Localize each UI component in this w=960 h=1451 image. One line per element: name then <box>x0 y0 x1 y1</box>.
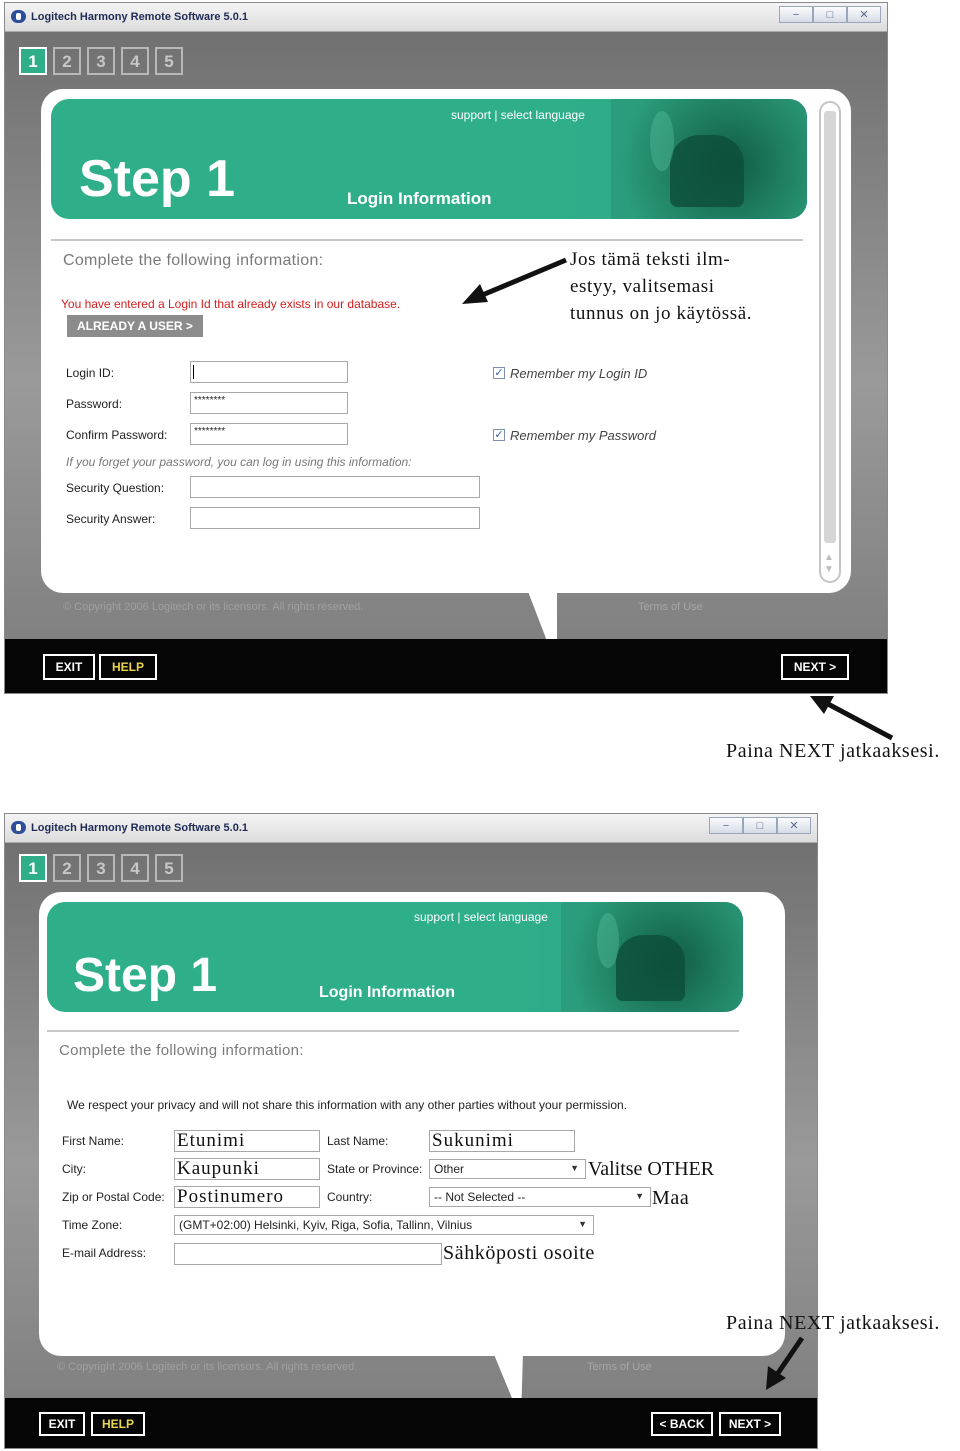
close-button[interactable]: ✕ <box>847 6 881 23</box>
step-5: 5 <box>155 854 183 882</box>
security-question-label: Security Question: <box>66 481 165 495</box>
content-card <box>41 89 851 593</box>
form-heading: Complete the following information: <box>59 1042 304 1059</box>
help-button[interactable]: HELP <box>99 654 157 680</box>
chevron-down-icon: ▼ <box>570 1163 579 1173</box>
annotation-press-next-1: Paina NEXT jatkaaksesi. <box>726 740 940 762</box>
annotation-arrow-next-1 <box>806 694 896 742</box>
timezone-select[interactable] <box>174 1215 594 1235</box>
form-heading: Complete the following information: <box>63 252 324 269</box>
first-name-input[interactable]: Etunimi <box>174 1130 320 1152</box>
annotation-press-next-2: Paina NEXT jatkaaksesi. <box>726 1312 940 1334</box>
chevron-down-icon: ▼ <box>578 1219 587 1229</box>
remember-password-label: Remember my Password <box>510 428 656 443</box>
window-title: Logitech Harmony Remote Software 5.0.1 <box>31 822 248 834</box>
confirm-password-label: Confirm Password: <box>66 428 168 442</box>
step-4: 4 <box>121 47 149 75</box>
step-title: Step 1 <box>79 150 236 208</box>
app-window-2 <box>4 813 818 1449</box>
step-2: 2 <box>53 854 81 882</box>
password-label: Password: <box>66 397 123 411</box>
state-select[interactable] <box>429 1159 586 1179</box>
state-label: State or Province: <box>327 1162 423 1176</box>
step-subtitle: Login Information <box>319 984 455 1001</box>
country-label: Country: <box>327 1190 373 1204</box>
step-1: 1 <box>19 854 47 882</box>
step-4: 4 <box>121 854 149 882</box>
annotation-email: Sähköposti osoite <box>443 1242 595 1264</box>
divider <box>51 239 803 241</box>
email-input[interactable] <box>174 1243 442 1265</box>
annotation-line-3: tunnus on jo käytössä. <box>570 303 753 324</box>
security-question-input[interactable] <box>190 476 480 498</box>
maximize-button[interactable]: □ <box>813 6 847 23</box>
security-answer-label: Security Answer: <box>66 512 156 526</box>
password-input[interactable]: ******** <box>190 392 348 414</box>
scroll-up-icon[interactable]: ▲ <box>824 552 834 563</box>
title-bar <box>5 3 887 32</box>
step-indicator <box>19 854 183 882</box>
annotation-error-explanation <box>570 246 752 327</box>
window-title: Logitech Harmony Remote Software 5.0.1 <box>31 11 248 23</box>
annotation-line-2: estyy, valitsemasi <box>570 276 715 297</box>
already-user-button[interactable]: ALREADY A USER > <box>67 315 203 337</box>
confirm-password-input[interactable]: ******** <box>190 423 348 445</box>
annotation-select-other: Valitse OTHER <box>588 1158 715 1180</box>
banner-photo <box>611 99 807 219</box>
step-3: 3 <box>87 854 115 882</box>
scrollbar[interactable] <box>819 101 841 583</box>
step-1: 1 <box>19 47 47 75</box>
login-id-label: Login ID: <box>66 366 115 380</box>
divider <box>47 1030 739 1032</box>
minimize-button[interactable]: − <box>709 817 743 834</box>
support-language-links[interactable]: support | select language <box>414 910 548 924</box>
title-bar <box>5 814 817 843</box>
zip-input[interactable]: Postinumero <box>174 1186 320 1208</box>
state-select-value: Other <box>434 1162 465 1176</box>
chevron-down-icon: ▼ <box>635 1191 644 1201</box>
timezone-select-value: (GMT+02:00) Helsinki, Kyiv, Riga, Sofia, Tallinn, Vilnius <box>179 1218 473 1232</box>
support-language-links[interactable]: support | select language <box>451 108 585 122</box>
step-title: Step 1 <box>73 949 218 1002</box>
copyright-text: © Copyright 2006 Logitech or its licensors. All rights reserved. <box>63 601 364 613</box>
zip-label: Zip or Postal Code: <box>62 1190 165 1204</box>
copyright-text: © Copyright 2006 Logitech or its licensors. All rights reserved. <box>57 1361 358 1373</box>
terms-of-use-link[interactable]: Terms of Use <box>638 601 703 613</box>
city-input[interactable]: Kaupunki <box>174 1158 320 1180</box>
step-banner <box>51 99 807 219</box>
scroll-down-icon[interactable]: ▼ <box>824 564 834 575</box>
content-card <box>39 892 785 1356</box>
bottom-bar <box>5 1398 817 1449</box>
email-label: E-mail Address: <box>62 1246 147 1260</box>
remember-login-checkbox[interactable]: ✓ <box>494 367 504 379</box>
remember-login-label: Remember my Login ID <box>510 366 648 381</box>
privacy-notice: We respect your privacy and will not share this information with any other parties without your permission. <box>67 1098 628 1112</box>
step-3: 3 <box>87 47 115 75</box>
app-window-1 <box>4 2 888 694</box>
next-button[interactable]: NEXT > <box>781 654 849 680</box>
last-name-label: Last Name: <box>327 1134 389 1148</box>
back-button[interactable]: < BACK <box>651 1412 713 1436</box>
step-banner <box>47 902 743 1012</box>
scroll-thumb[interactable] <box>824 111 836 543</box>
remember-password-checkbox[interactable]: ✓ <box>494 429 504 441</box>
annotation-arrow-error <box>458 254 570 310</box>
close-button[interactable]: ✕ <box>777 817 811 834</box>
country-select[interactable] <box>429 1187 651 1207</box>
country-select-value: -- Not Selected -- <box>434 1190 526 1204</box>
banner-photo <box>561 902 743 1012</box>
exit-button[interactable]: EXIT <box>43 654 95 680</box>
minimize-button[interactable]: − <box>779 6 813 23</box>
maximize-button[interactable]: □ <box>743 817 777 834</box>
step-subtitle: Login Information <box>347 189 492 208</box>
terms-of-use-link[interactable]: Terms of Use <box>587 1361 652 1373</box>
city-label: City: <box>62 1162 86 1176</box>
step-indicator <box>19 47 183 75</box>
next-button[interactable]: NEXT > <box>719 1412 781 1436</box>
annotation-line-1: Jos tämä teksti ilm- <box>570 249 731 270</box>
security-hint: If you forget your password, you can log in using this information: <box>66 455 412 469</box>
last-name-input[interactable]: Sukunimi <box>429 1130 575 1152</box>
step-2: 2 <box>53 47 81 75</box>
annotation-arrow-next-2 <box>762 1334 808 1392</box>
step-5: 5 <box>155 47 183 75</box>
harmony-logo-icon <box>11 821 26 834</box>
first-name-label: First Name: <box>62 1134 125 1148</box>
harmony-logo-icon <box>11 10 26 23</box>
error-message: You have entered a Login Id that already exists in our database. <box>61 297 401 311</box>
login-id-input[interactable] <box>190 361 348 383</box>
exit-button[interactable]: EXIT <box>39 1412 85 1436</box>
timezone-label: Time Zone: <box>62 1218 123 1232</box>
help-button[interactable]: HELP <box>91 1412 145 1436</box>
bottom-bar <box>5 639 887 694</box>
security-answer-input[interactable] <box>190 507 480 529</box>
annotation-country: Maa <box>652 1187 690 1209</box>
